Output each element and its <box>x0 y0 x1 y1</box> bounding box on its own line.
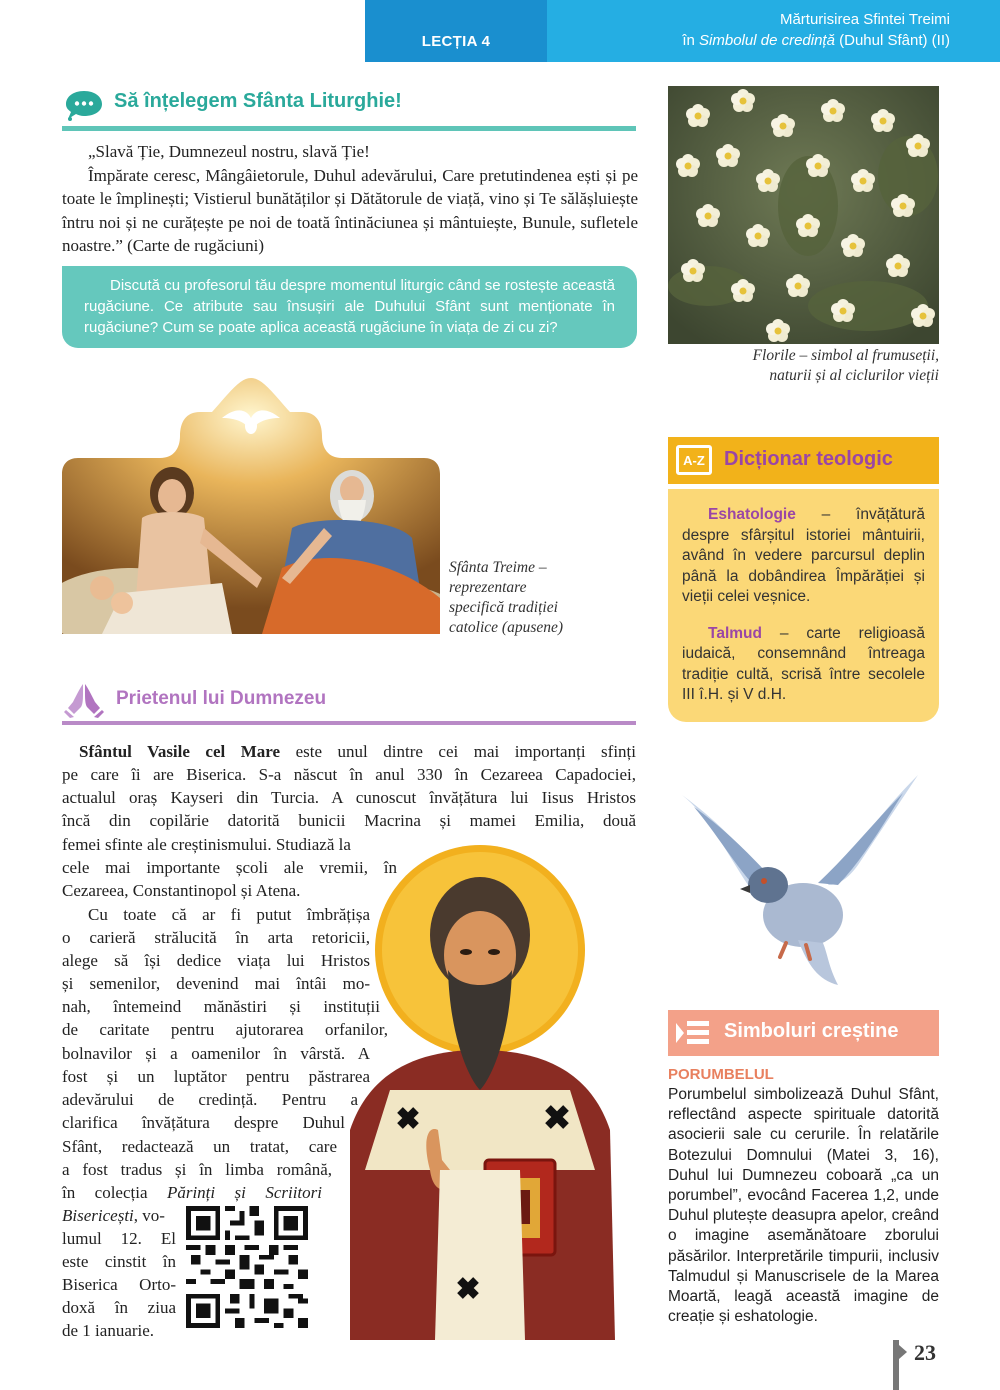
trinity-caption-line3: specifică tradiției <box>449 599 558 616</box>
bio-row: de caritate pentru ajutorarea orfanilor, <box>62 1020 388 1039</box>
flowers-photo <box>668 86 939 344</box>
bio-row: Cu toate că ar fi putut îmbrățișa <box>88 905 370 924</box>
liturgy-heading: Să înțelegem Sfânta Liturghie! <box>114 90 402 112</box>
symbol-description: Porumbelul simbolizează Duhul Sfânt, reflectând aspecte spirituale datorită asocierii sale cu cerurile. În relatările Botezului Domnului (Matei 3, 16), Duhul lui Dumnezeu coboară „ca un porumbel”, evocând Facerea 1,2, unde Duhul plutește deasupra apelor, creând o imagine asemănătoare zborului păsărilor. Interpretările timpurii, inclusiv Talmudul și Manuscrisele de la Marea Moartă, leagă această imagine de creație și eshatologie. <box>668 1086 939 1326</box>
flowers-caption-line1: Florile – simbol al frumuseții, <box>752 347 939 364</box>
bio-row: femei sfinte ale creștinismului. Studiază la <box>62 835 351 854</box>
lesson-title-line1: Mărturisirea Sfintei Treimi <box>779 11 950 28</box>
speech-bubble-icon <box>64 88 104 122</box>
def-talmud: – carte religioasă iudaică, consemnând întreaga tradiție cultă, scrisă între secolele III î.H. și V d.H. <box>682 624 925 703</box>
dove-illustration <box>668 775 939 990</box>
bio-row: de 1 ianuarie. <box>62 1321 155 1340</box>
lesson-title <box>547 0 1000 62</box>
bio-text: , vo- <box>133 1206 165 1225</box>
trinity-caption-line4: catolice (apusene) <box>449 619 564 636</box>
prayer-line1: „Slavă Ție, Dumnezeul nostru, slavă Ție! <box>88 142 370 161</box>
heading-underline <box>62 126 636 131</box>
bio-row <box>62 1204 182 1227</box>
flowers-caption <box>668 346 939 386</box>
bio-row: alege să își dedice viața lui Hristos <box>62 951 370 970</box>
bio-row: nah, întemeind mănăstiri și instituții <box>62 997 380 1016</box>
term-talmud: Talmud <box>708 624 762 642</box>
bio-row: fost și un luptător pentru păstrarea <box>62 1067 370 1086</box>
collection-title-end: Bisericești <box>62 1206 134 1225</box>
bio-row: o carieră strălucită în arta retoricii, <box>62 928 370 947</box>
symbol-subheading: PORUMBELUL <box>668 1066 774 1083</box>
bio-row: clarifica învățătura despre Duhul <box>62 1113 345 1132</box>
friend-heading: Prietenul lui Dumnezeu <box>116 688 327 709</box>
discussion-box: Discută cu profesorul tău despre momentul liturgic când se rostește această rugăciune. Ce atribute sau însușiri ale Duhului Sfânt sunt menționate în rugăciune? Cum se poate aplica această rugăciune în viața de zi cu zi? <box>62 266 637 348</box>
bio-text: în colecția <box>62 1183 167 1202</box>
qr-code[interactable] <box>186 1206 308 1328</box>
bio-row: pe care îi are Biserica. S-a născut în anul 330 în Cezareea Capadociei, <box>62 765 636 784</box>
dictionary-az-icon: A-Z <box>676 445 712 475</box>
saint-name: Sfântul Vasile cel Mare <box>79 742 281 761</box>
dictionary-heading: Dicționar teologic <box>724 448 893 470</box>
trinity-caption <box>449 558 639 638</box>
trinity-caption-line1: Sfânta Treime – <box>449 559 547 576</box>
prayer-text <box>62 140 638 258</box>
saint-basil-icon-image <box>310 840 640 1340</box>
title-prefix: în <box>682 32 700 49</box>
trinity-caption-line2: reprezentare <box>449 579 527 596</box>
flowers-caption-line2: naturii și al ciclurilor vieții <box>769 367 939 384</box>
bio-row <box>62 740 636 763</box>
bio-row: a fost tradus și în limba română, <box>62 1160 332 1179</box>
dictionary-entry-eschatology <box>682 505 925 608</box>
bio-row: actualul oraș Kayseri din Turcia. A cunoscut învățătura lui Iisus Hristos <box>62 788 636 807</box>
praying-hands-icon <box>64 680 104 718</box>
heading-underline-2 <box>62 721 636 725</box>
list-icon <box>676 1017 710 1049</box>
bio-row: adevărului de credință. Pentru a <box>62 1090 358 1109</box>
bio-row: Biserica Orto- <box>62 1275 176 1294</box>
dictionary-entry-talmud <box>682 624 925 706</box>
title-italic: Simbolul de credință <box>699 32 835 49</box>
dictionary-body <box>668 489 939 722</box>
bio-row: Cezareea, Constantinopol și Atena. <box>62 881 301 900</box>
bio-row: este cinstit în <box>62 1252 176 1271</box>
lesson-label: LECȚIA 4 <box>365 0 547 62</box>
term-eschatology: Eshatologie <box>708 506 796 523</box>
prayer-body: Împărate ceresc, Mângâietorule, Duhul adevărului, Care pretutindenea ești și pe toate le împlinești; Vistierul bunătăților și Dătătorule de viață, vino și Te sălășluiește întru noi și ne curățește pe noi de toată întinăciunea și mântuiește, Bunule, sufletele noastre.” (Carte de rugăciuni) <box>62 165 638 255</box>
page-number: 23 <box>914 1340 936 1365</box>
bio-row: lumul 12. El <box>62 1229 176 1248</box>
bio-row: Sfânt, redactează un tratat, care <box>62 1137 337 1156</box>
title-suffix: (Duhul Sfânt) (II) <box>834 32 950 49</box>
bio-row <box>62 1181 322 1204</box>
def-eschatology: – învățătură despre sfârșitul istoriei mântuirii, având în vedere parcursul deplin până la dobândirea Împărăției și vieții celei veșnice. <box>682 506 925 605</box>
bio-row: bolnavilor și a oamenilor în vârstă. A <box>62 1044 370 1063</box>
bio-row: cele mai importante școli ale vremii, în <box>62 858 397 877</box>
bio-row: încă din copilărie datorită bunicii Macrina și mamei Emilia, două <box>62 811 636 830</box>
bio-row: doxă în ziua <box>62 1298 176 1317</box>
bio-text: este unul dintre cei mai importanți sfinți <box>280 742 636 761</box>
bio-row: și semenilor, devenind mai întâi mo- <box>62 974 370 993</box>
symbols-heading: Simboluri creștine <box>724 1020 899 1042</box>
page-marker-arrow-icon <box>899 1345 907 1359</box>
collection-title: Părinți și Scriitori <box>166 1183 322 1202</box>
holy-trinity-painting <box>62 378 440 634</box>
lesson-title-line2 <box>547 30 950 51</box>
